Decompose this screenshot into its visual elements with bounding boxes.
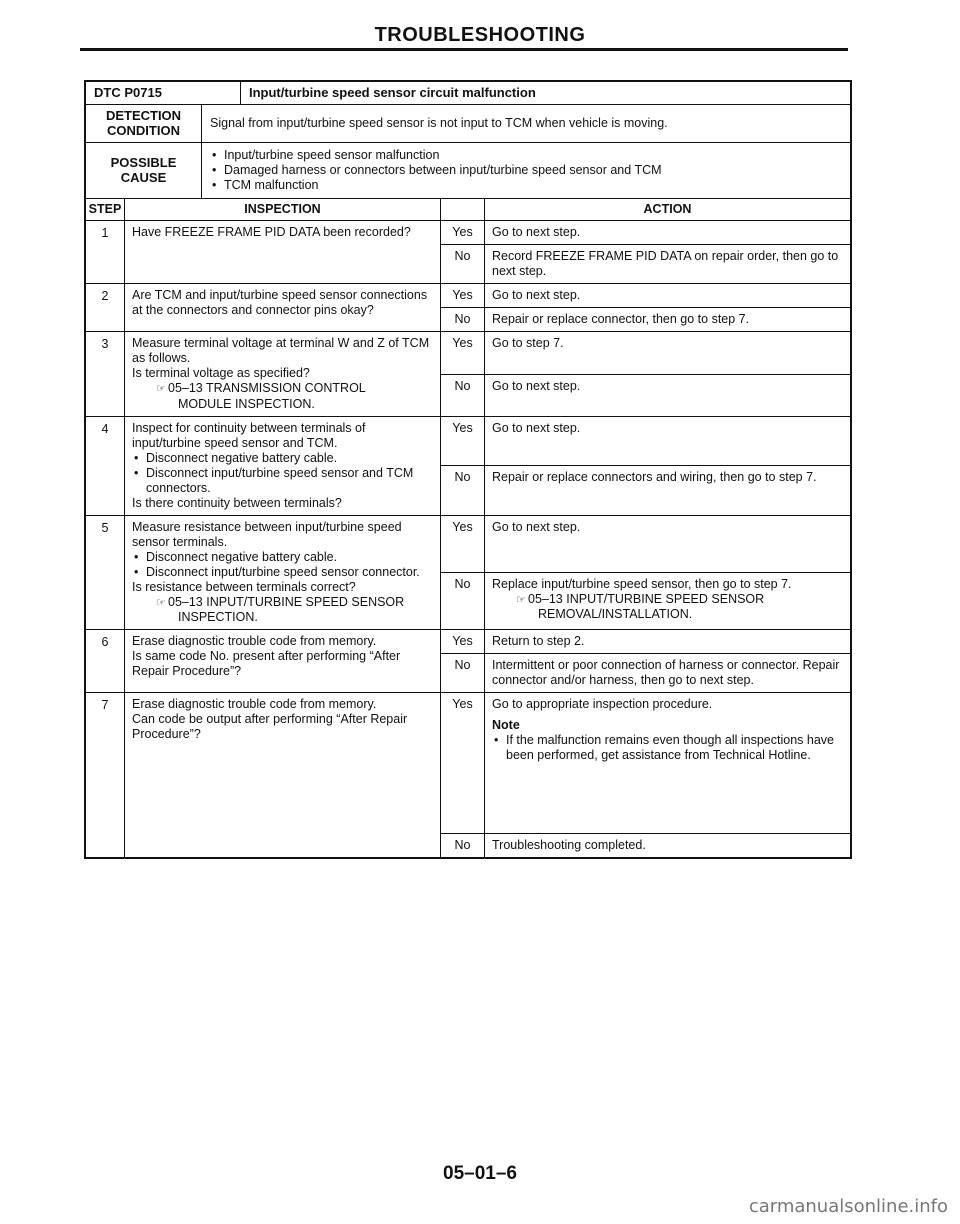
yes-label: Yes <box>441 417 485 466</box>
no-label: No <box>441 834 485 857</box>
reference-pointer-icon: ☞ <box>156 383 166 396</box>
dtc-code: DTC P0715 <box>94 85 162 100</box>
answer-yes <box>441 516 850 572</box>
step-number: 1 <box>101 226 109 241</box>
answer-no <box>441 653 850 692</box>
possible-cause-row <box>86 143 850 199</box>
step-row-7 <box>86 693 850 857</box>
step-number: 2 <box>101 289 109 304</box>
step-number: 5 <box>101 520 109 535</box>
answer-no <box>441 833 850 857</box>
inspection-bullet: • Disconnect input/turbine speed sensor connector. <box>132 565 433 580</box>
yes-label: Yes <box>441 630 485 653</box>
step-row-6 <box>86 630 850 693</box>
answer-no <box>441 244 850 283</box>
answer-no <box>441 572 850 629</box>
inspection-bullet: • Disconnect negative battery cable. <box>132 550 433 565</box>
note-title: Note <box>492 717 520 732</box>
step-table-header <box>86 199 850 221</box>
step-row-3 <box>86 332 850 416</box>
no-action: Intermittent or poor connection of harness or connector. Repair connector and/or harness, then go to next step. <box>492 657 840 687</box>
reference-line: REMOVAL/INSTALLATION. <box>538 606 693 621</box>
yes-action: Go to next step. <box>492 519 581 534</box>
page-title: TROUBLESHOOTING <box>374 24 586 46</box>
step-answers <box>440 516 850 629</box>
step-number: 6 <box>101 634 109 649</box>
detection-condition-text: Signal from input/turbine speed sensor is not input to TCM when vehicle is moving. <box>210 116 668 131</box>
no-label: No <box>441 245 485 283</box>
step-row-1 <box>86 221 850 284</box>
step-inspection: Are TCM and input/turbine speed sensor connections at the connectors and connector pins okay? <box>124 284 440 331</box>
no-action: Go to next step. <box>492 378 581 393</box>
step-row-5 <box>86 516 850 630</box>
reference-line: INSPECTION. <box>178 609 258 624</box>
step-inspection: Inspect for continuity between terminals of input/turbine speed sensor and TCM. • Disconnect negative battery cable. • Disconnect input/turbine speed sensor and TCM connectors. Is there continuity between terminals? <box>124 417 440 515</box>
header-rule <box>80 48 848 51</box>
no-action: Record FREEZE FRAME PID DATA on repair order, then go to next step. <box>492 249 839 279</box>
step-inspection: Measure terminal voltage at terminal W and Z of TCM as follows. Is terminal voltage as specified? ☞ 05–13 TRANSMISSION CONTROL MODULE INSPECTION. <box>124 332 440 415</box>
reference-pointer-icon: ☞ <box>156 596 166 609</box>
page-number: 05–01–6 <box>443 1163 517 1184</box>
step-answers <box>440 630 850 692</box>
yes-action: Go to step 7. <box>492 336 564 351</box>
step-inspection: Erase diagnostic trouble code from memory. Can code be output after performing “After Repair Procedure”? <box>124 693 440 857</box>
cause-item: • Damaged harness or connectors between input/turbine speed sensor and TCM <box>210 163 842 178</box>
no-label: No <box>441 654 485 692</box>
step-row-4 <box>86 417 850 516</box>
yes-label: Yes <box>441 284 485 307</box>
yes-action: Return to step 2. <box>492 633 585 648</box>
step-answers <box>440 417 850 515</box>
possible-cause-list <box>202 143 850 198</box>
dtc-title: Input/turbine speed sensor circuit malfunction <box>240 82 850 104</box>
yes-label: Yes <box>441 332 485 373</box>
answer-no <box>441 465 850 515</box>
possible-cause-label: POSSIBLE CAUSE <box>86 143 202 198</box>
header-step: STEP <box>88 202 122 217</box>
yes-label: Yes <box>441 693 485 833</box>
answer-no <box>441 374 850 416</box>
yes-label: Yes <box>441 516 485 572</box>
no-action: Repair or replace connector, then go to step 7. <box>492 312 750 327</box>
answer-yes <box>441 693 850 833</box>
step-number: 7 <box>101 697 109 712</box>
no-label: No <box>441 375 485 416</box>
yes-action: Go to appropriate inspection procedure. Note • If the malfunction remains even though all inspections have been performed, get assistance from Technical Hotline. <box>485 693 850 833</box>
step-answers <box>440 284 850 331</box>
step-answers <box>440 332 850 415</box>
reference-line: ☞ 05–13 INPUT/TURBINE SPEED SENSOR <box>156 594 405 609</box>
yes-action: Go to next step. <box>492 288 581 303</box>
cause-item: • TCM malfunction <box>210 178 842 193</box>
step-inspection: Have FREEZE FRAME PID DATA been recorded? <box>124 221 440 283</box>
answer-yes <box>441 284 850 307</box>
cause-item: • Input/turbine speed sensor malfunction <box>210 148 842 163</box>
note-item: • If the malfunction remains even though all inspections have been performed, get assistance from Technical Hotline. <box>492 733 843 763</box>
step-answers <box>440 221 850 283</box>
reference-line: ☞ 05–13 TRANSMISSION CONTROL <box>156 381 366 396</box>
header-answer <box>440 199 484 220</box>
no-label: No <box>441 466 485 515</box>
step-number: 3 <box>101 337 109 352</box>
answer-yes <box>441 630 850 653</box>
no-label: No <box>441 573 485 629</box>
reference-line: MODULE INSPECTION. <box>178 396 315 411</box>
dtc-row <box>86 82 850 105</box>
no-action: Replace input/turbine speed sensor, then go to step 7. ☞ 05–13 INPUT/TURBINE SPEED SENSOR REMOVAL/INSTALLATION. <box>485 573 850 629</box>
detection-condition-row <box>86 105 850 144</box>
answer-yes <box>441 332 850 373</box>
yes-action: Go to next step. <box>492 225 581 240</box>
no-label: No <box>441 308 485 331</box>
step-inspection: Measure resistance between input/turbine speed sensor terminals. • Disconnect negative battery cable. • Disconnect input/turbine speed sensor connector. Is resistance between terminals correct? ☞ 05–13 INPUT/TURBINE SPEED SENSOR INSPECTION. <box>124 516 440 629</box>
header-inspection: INSPECTION <box>124 199 440 220</box>
yes-label: Yes <box>441 221 485 244</box>
step-answers <box>440 693 850 857</box>
troubleshooting-table <box>84 80 852 859</box>
step-number: 4 <box>101 421 109 436</box>
no-action: Troubleshooting completed. <box>492 837 646 852</box>
step-inspection: Erase diagnostic trouble code from memory. Is same code No. present after performing “After Repair Procedure”? <box>124 630 440 692</box>
inspection-bullet: • Disconnect input/turbine speed sensor and TCM connectors. <box>132 466 433 496</box>
step-row-2 <box>86 284 850 332</box>
reference-line: ☞ 05–13 INPUT/TURBINE SPEED SENSOR <box>516 591 765 606</box>
detection-condition-label: DETECTION CONDITION <box>86 105 202 143</box>
yes-action: Go to next step. <box>492 420 581 435</box>
no-action: Repair or replace connectors and wiring, then go to step 7. <box>492 470 817 485</box>
watermark: carmanualsonline.info <box>748 1196 948 1217</box>
header-action: ACTION <box>484 199 850 220</box>
answer-no <box>441 307 850 331</box>
inspection-bullet: • Disconnect negative battery cable. <box>132 451 433 466</box>
answer-yes <box>441 417 850 466</box>
answer-yes <box>441 221 850 244</box>
reference-pointer-icon: ☞ <box>516 593 526 606</box>
